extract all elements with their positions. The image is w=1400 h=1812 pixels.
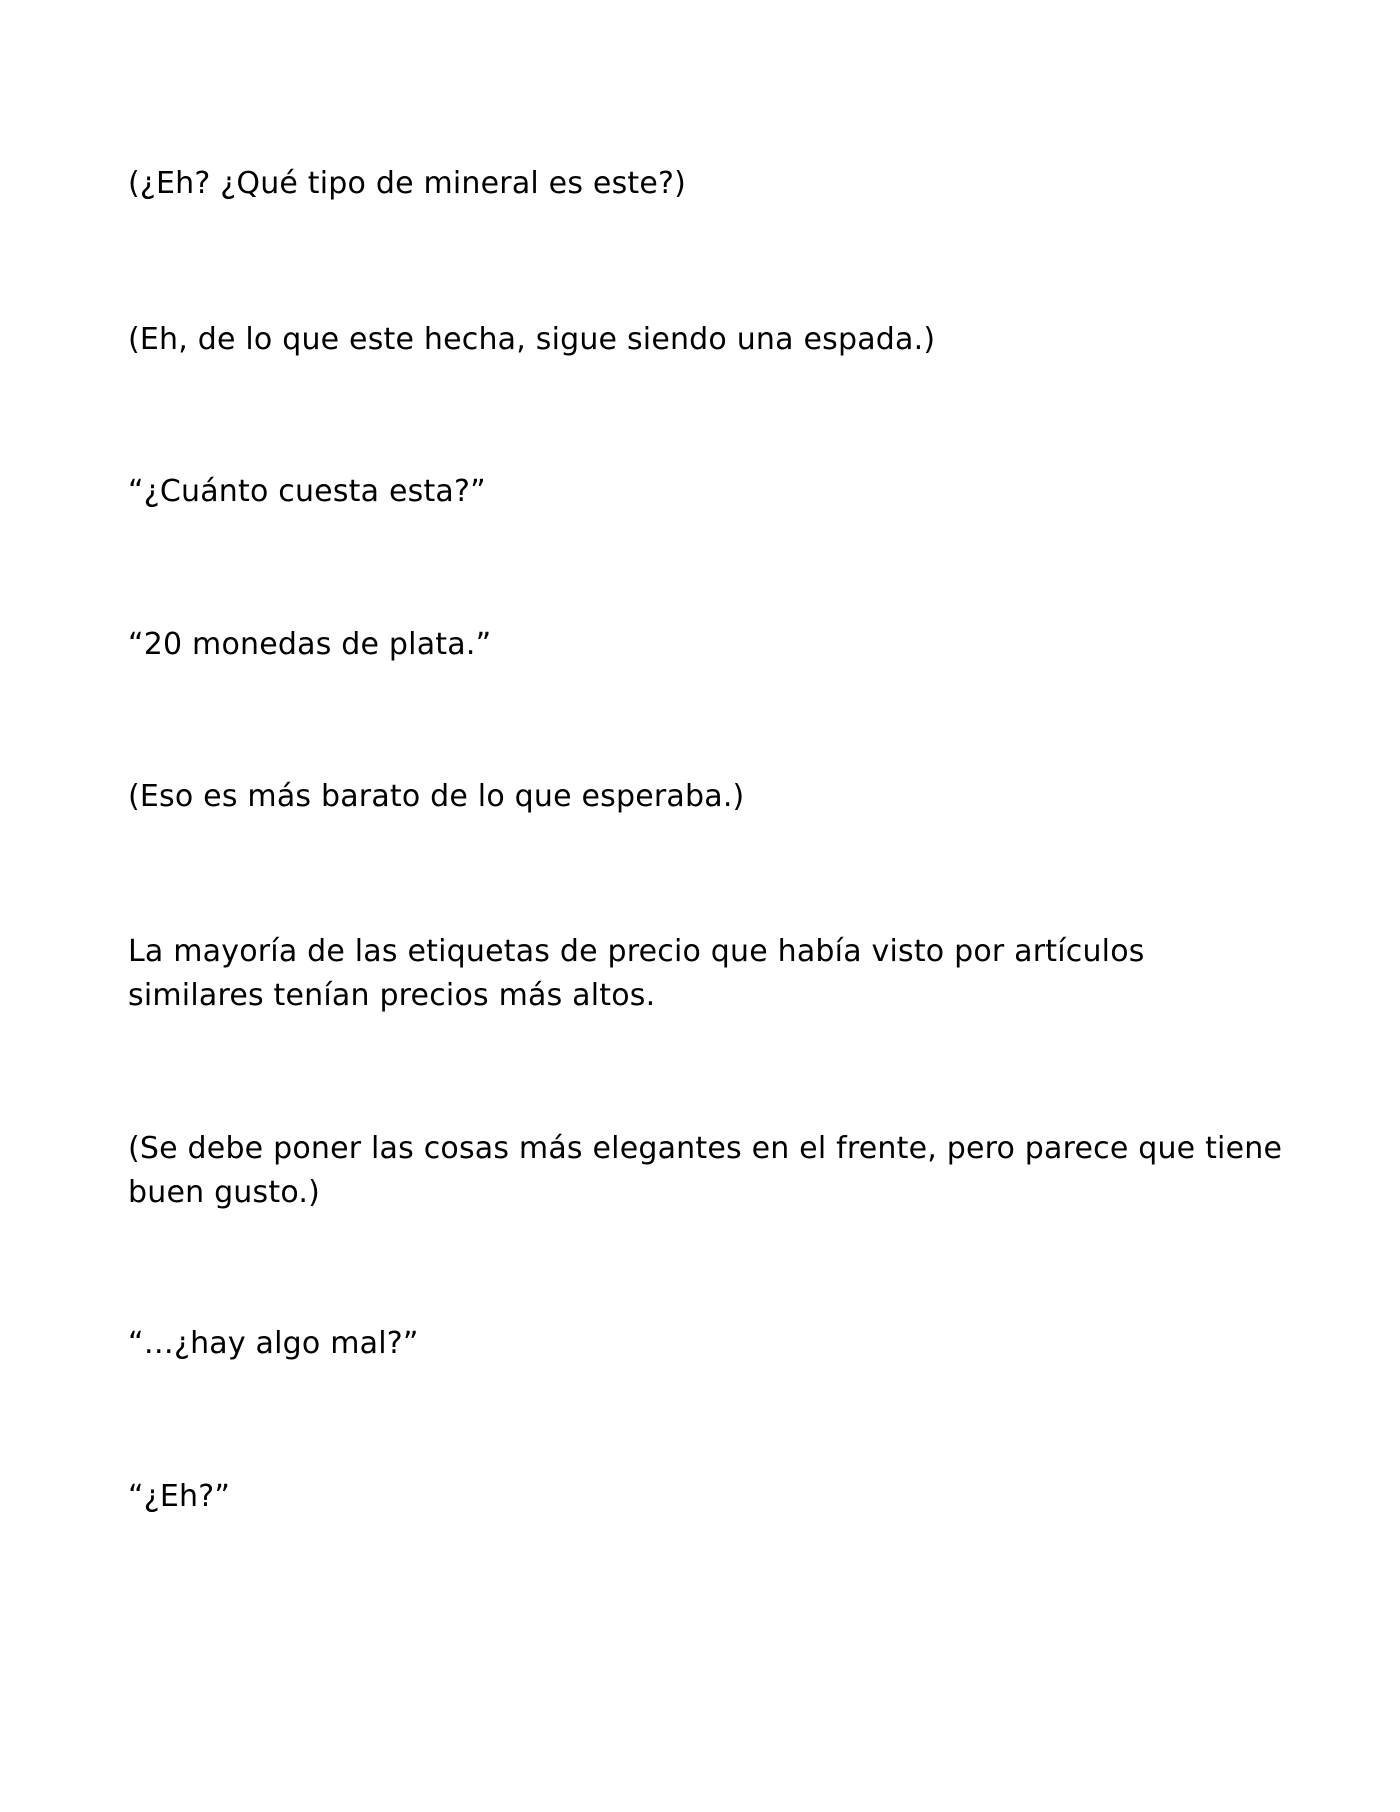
paragraph-5: (Eso es más barato de lo que esperaba.) bbox=[128, 779, 745, 814]
paragraph-3: “¿Cuánto cuesta esta?” bbox=[128, 474, 486, 509]
paragraph-7: (Se debe poner las cosas más elegantes en el frente, pero parece que tiene buen gusto.) bbox=[128, 1131, 1283, 1210]
paragraph-8: “…¿hay algo mal?” bbox=[128, 1326, 419, 1361]
paragraph-1: (¿Eh? ¿Qué tipo de mineral es este?) bbox=[128, 166, 687, 201]
paragraph-9: “¿Eh?” bbox=[128, 1479, 231, 1514]
paragraph-6: La mayoría de las etiquetas de precio que había visto por artículos similares tenían precios más altos. bbox=[128, 934, 1145, 1013]
paragraph-2: (Eh, de lo que este hecha, sigue siendo una espada.) bbox=[128, 322, 936, 357]
paragraph-4: “20 monedas de plata.” bbox=[128, 627, 492, 662]
